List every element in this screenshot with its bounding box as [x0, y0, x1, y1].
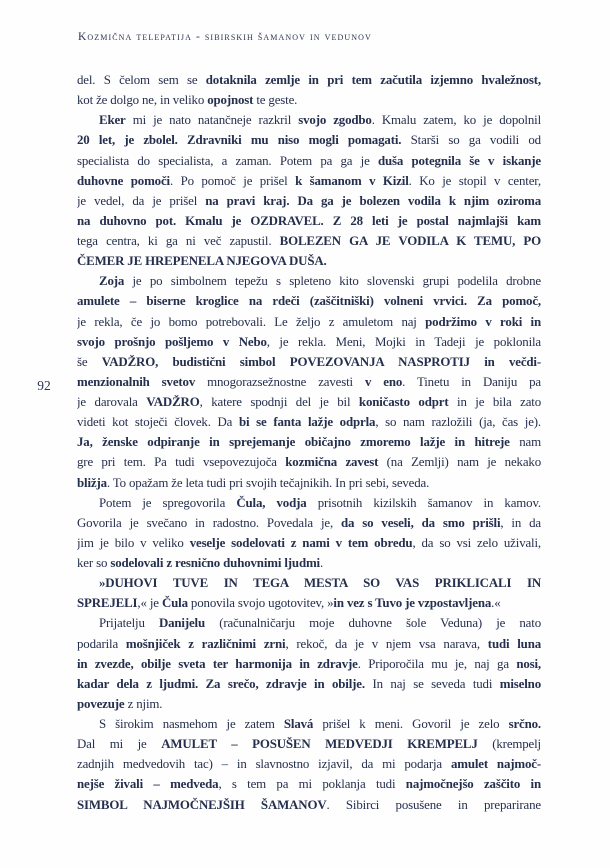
- text-run: na pravi kraj. Da ga je bolezen vodila k njim oziroma: [205, 193, 541, 208]
- text-run: del. S čelom sem se: [77, 73, 206, 87]
- text-line: [77, 312, 541, 332]
- text-line: [77, 251, 541, 271]
- text-line: [77, 171, 541, 191]
- text-run: »DUHOVI TUVE IN TEGA MESTA SO VAS PRIKLICALI IN: [99, 576, 541, 591]
- text-run: (na Zemlji) nam je nekako: [378, 455, 541, 470]
- text-run: tudi luna: [487, 636, 541, 651]
- text-run: , je rekla. Meni, Mojki in Tadeji je poklonila: [266, 334, 541, 349]
- text-run: . Ko je stopil v center,: [408, 173, 541, 188]
- text-line: [77, 110, 541, 130]
- text-line: [77, 634, 541, 654]
- text-line: [77, 694, 541, 714]
- text-run: svojo prošnjo pošljemo v Nebo: [77, 334, 267, 349]
- text-run: kot že dolgo ne, in veliko: [77, 93, 208, 108]
- text-run: .: [320, 556, 324, 570]
- text-line: [77, 795, 541, 815]
- text-run: , s tem pa mi poklanja tudi: [218, 777, 406, 792]
- text-run: Dal mi je: [77, 737, 162, 752]
- text-run: je darovala: [77, 395, 147, 409]
- page-number: 92: [37, 378, 51, 393]
- text-run: gre pri tem. Pa tudi vsepovezujoča: [77, 455, 286, 470]
- text-line: [77, 211, 541, 231]
- text-run: da so veseli, da smo prišli: [341, 515, 501, 530]
- text-line: [77, 130, 541, 150]
- text-run: k šamanom v Kizil: [295, 173, 409, 188]
- text-run: najmočnejšo zaščito in: [405, 777, 541, 792]
- text-run: koničasto odprt: [358, 395, 449, 409]
- text-run: videti kot stoječi človek. Da: [77, 415, 239, 430]
- text-run: Čula: [161, 596, 188, 611]
- text-run: ,« je: [137, 596, 162, 611]
- text-run: je rekla, če jo bomo potrebovali. Le željo z amuletom naj: [77, 314, 426, 329]
- text-run: in vez s Tuvo je vzpostavljena: [333, 596, 492, 611]
- text-line: [77, 714, 541, 734]
- text-run: SIMBOL NAJMOČNEJŠIH ŠAMANOV: [77, 797, 327, 812]
- text-line: [77, 392, 541, 412]
- text-run: še: [77, 354, 102, 369]
- text-line: [77, 613, 541, 633]
- text-run: bi se fanta lažje odprla: [238, 415, 376, 430]
- text-run: prišel k meni. Govoril je zelo: [313, 717, 509, 731]
- text-run: SPREJELI: [77, 596, 138, 611]
- text-run: Ja, ženske odpiranje in sprejemanje običajno zmoremo lažje in hitreje: [77, 435, 510, 450]
- text-run: ČEMER JE HREPENELA NJEGOVA DUŠA.: [77, 254, 327, 269]
- text-run: nosi,: [516, 656, 541, 671]
- text-run: kozmična zavest: [285, 455, 379, 470]
- text-run: AMULET – POSUŠEN MEDVEDJI KREMPELJ: [161, 737, 478, 752]
- text-run: Čula, vodja: [236, 495, 307, 510]
- text-run: te geste.: [253, 93, 298, 108]
- text-run: svojo zgodbo: [298, 113, 372, 128]
- text-run: .«: [491, 596, 501, 611]
- text-run: , da so vsi zelo uživali,: [412, 535, 541, 550]
- text-line: [77, 90, 541, 110]
- text-run: , so nam razložili (ja, čas je).: [375, 415, 541, 430]
- text-line: [77, 372, 541, 392]
- text-run: specialista do specialista, a zaman. Potem pa ga je: [77, 153, 378, 168]
- text-run: VADŽRO, budistični simbol POVEZOVANJA NASPROTIJ in večdi-: [101, 354, 541, 369]
- text-run: Prijatelju: [99, 616, 159, 631]
- text-line: [77, 754, 541, 774]
- text-line: [77, 452, 541, 472]
- text-run: prisotnih kizilskih šamanov in kamov.: [306, 495, 541, 510]
- text-line: [77, 513, 541, 533]
- text-run: ker so: [77, 556, 111, 570]
- text-run: v eno: [364, 374, 403, 389]
- text-run: Starši so ga vodili od: [401, 133, 541, 148]
- text-run: opojnost: [207, 93, 254, 108]
- text-line: [77, 493, 541, 513]
- text-run: In naj se seveda tudi: [364, 676, 500, 691]
- text-run: . Kmalu zatem, ko je dopolnil: [371, 113, 541, 128]
- text-run: tega centra, ki ga ni več zapustil.: [77, 234, 280, 248]
- text-line: [77, 291, 541, 311]
- text-line: [77, 412, 541, 432]
- text-run: je vedel, da je prišel: [77, 193, 206, 208]
- text-run: bližja: [77, 475, 107, 490]
- text-run: sodelovali z resnično duhovnimi ljudmi: [110, 556, 320, 570]
- body-text: [77, 70, 541, 815]
- text-run: 20 let, je zbolel. Zdravniki mu niso mogli pomagati.: [77, 133, 402, 148]
- text-run: Slavá: [283, 717, 314, 731]
- text-line: [77, 734, 541, 754]
- text-run: ponovila svojo ugotovitev, »: [187, 596, 334, 611]
- text-run: nejše živali – medveda: [77, 777, 219, 792]
- text-run: z njim.: [124, 696, 163, 711]
- text-line: [77, 332, 541, 352]
- text-run: je po simbolnem tepežu s spleteno kito slovenski grupi podelila drobne: [124, 274, 541, 289]
- text-run: (krempelj: [477, 737, 541, 752]
- text-run: . To opažam že leta tudi pri svojih tečajnikih. In pri sebi, seveda.: [106, 475, 430, 490]
- text-run: zadnjih medvedovih tac) – in slavnostno izjavil, da mi podarja: [77, 757, 451, 772]
- text-run: Govorila je svečano in radostno. Povedala je,: [77, 515, 341, 530]
- text-run: (računalničarju moje duhovne šole Veduna) je nato: [205, 616, 541, 631]
- text-run: S širokim nasmehom je zatem: [99, 717, 284, 731]
- running-header: Kozmična telepatija - sibirskih šamanov in vedunov: [78, 31, 372, 43]
- text-line: [77, 352, 541, 372]
- text-run: Potem je spregovorila: [99, 495, 237, 510]
- text-run: BOLEZEN GA JE VODILA K TEMU, PO: [279, 234, 541, 248]
- text-run: na duhovno pot. Kmalu je OZDRAVEL. Z 28 leti je postal najmlajši kam: [77, 213, 541, 228]
- text-run: VADŽRO: [146, 395, 200, 409]
- text-run: in zvezde, obilje sveta ter harmonija in zdravje: [77, 656, 358, 671]
- text-run: , rekoč, da je v njem vsa narava,: [285, 636, 488, 651]
- text-run: mnogorazsežnostne zavesti: [195, 374, 365, 389]
- text-run: kadar dela z ljudmi. Za srečo, zdravje in obilje.: [77, 676, 365, 691]
- text-run: mošnjiček z različnimi zrni: [125, 636, 286, 651]
- text-line: [77, 473, 541, 493]
- text-line: [77, 533, 541, 553]
- text-run: veselje sodelovati z nami v tem obredu: [189, 535, 413, 550]
- text-line: [77, 774, 541, 794]
- text-run: duhovne pomoči: [77, 173, 170, 188]
- text-run: . Tinetu in Daniju pa: [402, 374, 541, 389]
- text-line: [77, 593, 541, 613]
- text-run: nam: [509, 435, 541, 450]
- text-run: duša potegnila še v iskanje: [377, 153, 541, 168]
- text-run: mi je nato natančneje razkril: [125, 113, 299, 128]
- text-run: , katere spodnji del je bil: [199, 395, 359, 409]
- text-run: in je bila zato: [448, 395, 541, 409]
- text-run: amulet najmoč-: [450, 757, 541, 772]
- text-run: dotaknila zemlje in pri tem začutila izjemno hvaležnost,: [205, 73, 541, 87]
- text-run: podržimo v roki in: [425, 314, 541, 329]
- text-run: amulete – biserne kroglice na rdeči (zaščitniški) volneni vrvici. Za pomoč,: [77, 294, 541, 309]
- text-run: . Sibirci posušene in preparirane: [326, 797, 541, 812]
- text-run: Zoja: [99, 274, 125, 289]
- text-run: miselno: [499, 676, 541, 691]
- text-run: Eker: [99, 113, 126, 128]
- text-line: [77, 553, 541, 573]
- text-line: [77, 573, 541, 593]
- text-line: [77, 151, 541, 171]
- text-run: . Priporočila mu je, naj ga: [357, 656, 517, 671]
- text-run: Danijelu: [158, 616, 206, 631]
- text-line: [77, 432, 541, 452]
- text-run: , in da: [500, 515, 541, 530]
- text-run: podarila: [77, 636, 126, 651]
- text-line: [77, 70, 541, 90]
- text-line: [77, 271, 541, 291]
- text-run: povezuje: [77, 696, 125, 711]
- text-line: [77, 231, 541, 251]
- text-line: [77, 674, 541, 694]
- text-run: . Po pomoč je prišel: [169, 173, 296, 188]
- text-run: menzionalnih svetov: [77, 374, 196, 389]
- text-run: jim je bilo v veliko: [77, 535, 190, 550]
- text-run: srčno.: [508, 717, 541, 731]
- text-line: [77, 654, 541, 674]
- text-line: [77, 191, 541, 211]
